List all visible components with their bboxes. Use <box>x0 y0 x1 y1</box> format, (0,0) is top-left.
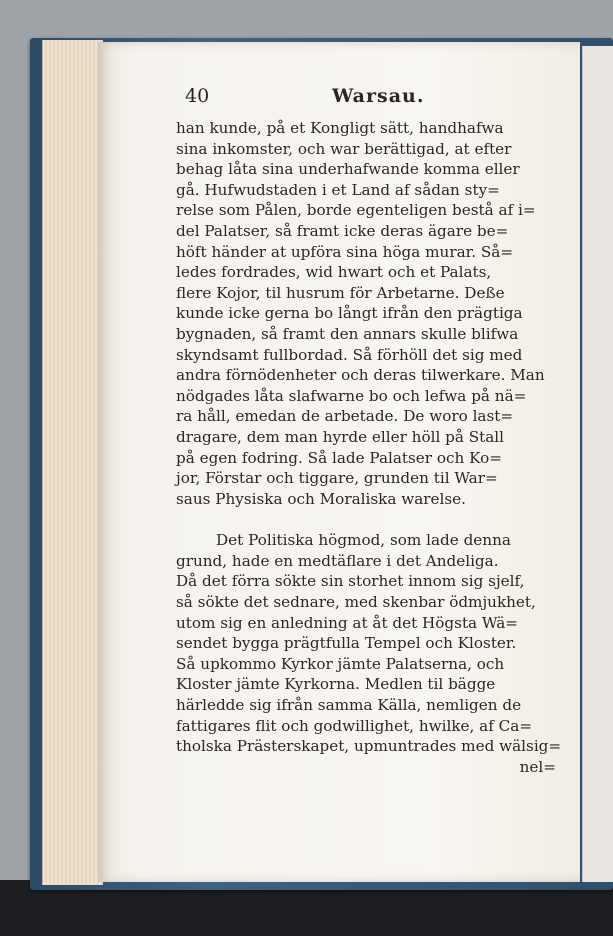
paragraph-1 <box>176 118 556 509</box>
text-line: bygnaden, så framt den annars skulle blifwa <box>176 324 519 343</box>
text-line: Då det förra sökte sin storhet innom sig sjelf, <box>176 572 525 591</box>
text-line: nödgades låta slafwarne bo och lefwa på nä= <box>176 386 527 405</box>
page-number: 40 <box>185 85 210 107</box>
paragraph-gap <box>176 509 556 530</box>
text-line: kunde icke gerna bo långt ifrån den prägtiga <box>176 304 523 323</box>
text-line: fattigares flit och godwillighet, hwilke, af Ca= <box>176 716 533 735</box>
text-line: behag låta sina underhafwande komma eller <box>176 160 520 179</box>
text-line: utom sig en anledning at åt det Högsta Wä= <box>176 613 518 632</box>
text-line: skyndsamt fullbordad. Så förhöll det sig med <box>176 345 523 364</box>
paragraph-2 <box>176 530 562 777</box>
running-head <box>185 85 565 115</box>
text-line: saus Physiska och Moraliska warelse. <box>176 489 466 508</box>
body-text <box>176 118 562 777</box>
catchword: nel= <box>519 757 556 776</box>
text-line: på egen fodring. Så lade Palatser och Ko= <box>176 448 502 467</box>
text-line: Så upkommo Kyrkor jämte Palatserna, och <box>176 654 505 673</box>
text-line: han kunde, på et Kongligt sätt, handhafwa <box>176 119 504 137</box>
text-line: sendet bygga prägtfulla Tempel och Kloster. <box>176 634 517 653</box>
text-line: så sökte det sednare, med skenbar ödmjukhet, <box>176 593 536 612</box>
text-line: dragare, dem man hyrde eller höll på Stall <box>176 427 505 446</box>
text-line: andra förnödenheter och deras tilwerkare. Man <box>176 366 545 385</box>
text-line: härledde sig ifrån samma Källa, nemligen de <box>176 696 522 715</box>
facing-page-edge <box>582 46 613 882</box>
text-line: gå. Hufwudstaden i et Land af sådan sty= <box>176 180 500 199</box>
page-edges <box>42 40 103 885</box>
text-line: tholska Prästerskapet, upmuntrades med wälsig= <box>176 737 562 756</box>
text-line: ra håll, emedan de arbetade. De woro last= <box>176 407 514 426</box>
text-line: del Palatser, så framt icke deras ägare be= <box>176 221 509 240</box>
text-line: Kloster jämte Kyrkorna. Medlen til bägge <box>176 675 496 694</box>
text-line: Det Politiska högmod, som lade denna <box>216 531 511 550</box>
running-title: Warsau. <box>332 85 425 107</box>
text-line: ledes fordrades, wid hwart och et Palats, <box>176 263 492 282</box>
text-line: sina inkomster, och war berättigad, at efter <box>176 139 512 158</box>
text-line: relse som Pålen, borde egenteligen bestå af i= <box>176 201 536 220</box>
text-line: höft händer at upföra sina höga murar. Så= <box>176 242 514 261</box>
text-line: jor, Förstar och tiggare, grunden til War= <box>176 469 498 488</box>
text-line: flere Kojor, til husrum för Arbetarne. Deße <box>176 283 505 302</box>
text-line: grund, hade en medtäflare i det Andeliga. <box>176 551 499 570</box>
